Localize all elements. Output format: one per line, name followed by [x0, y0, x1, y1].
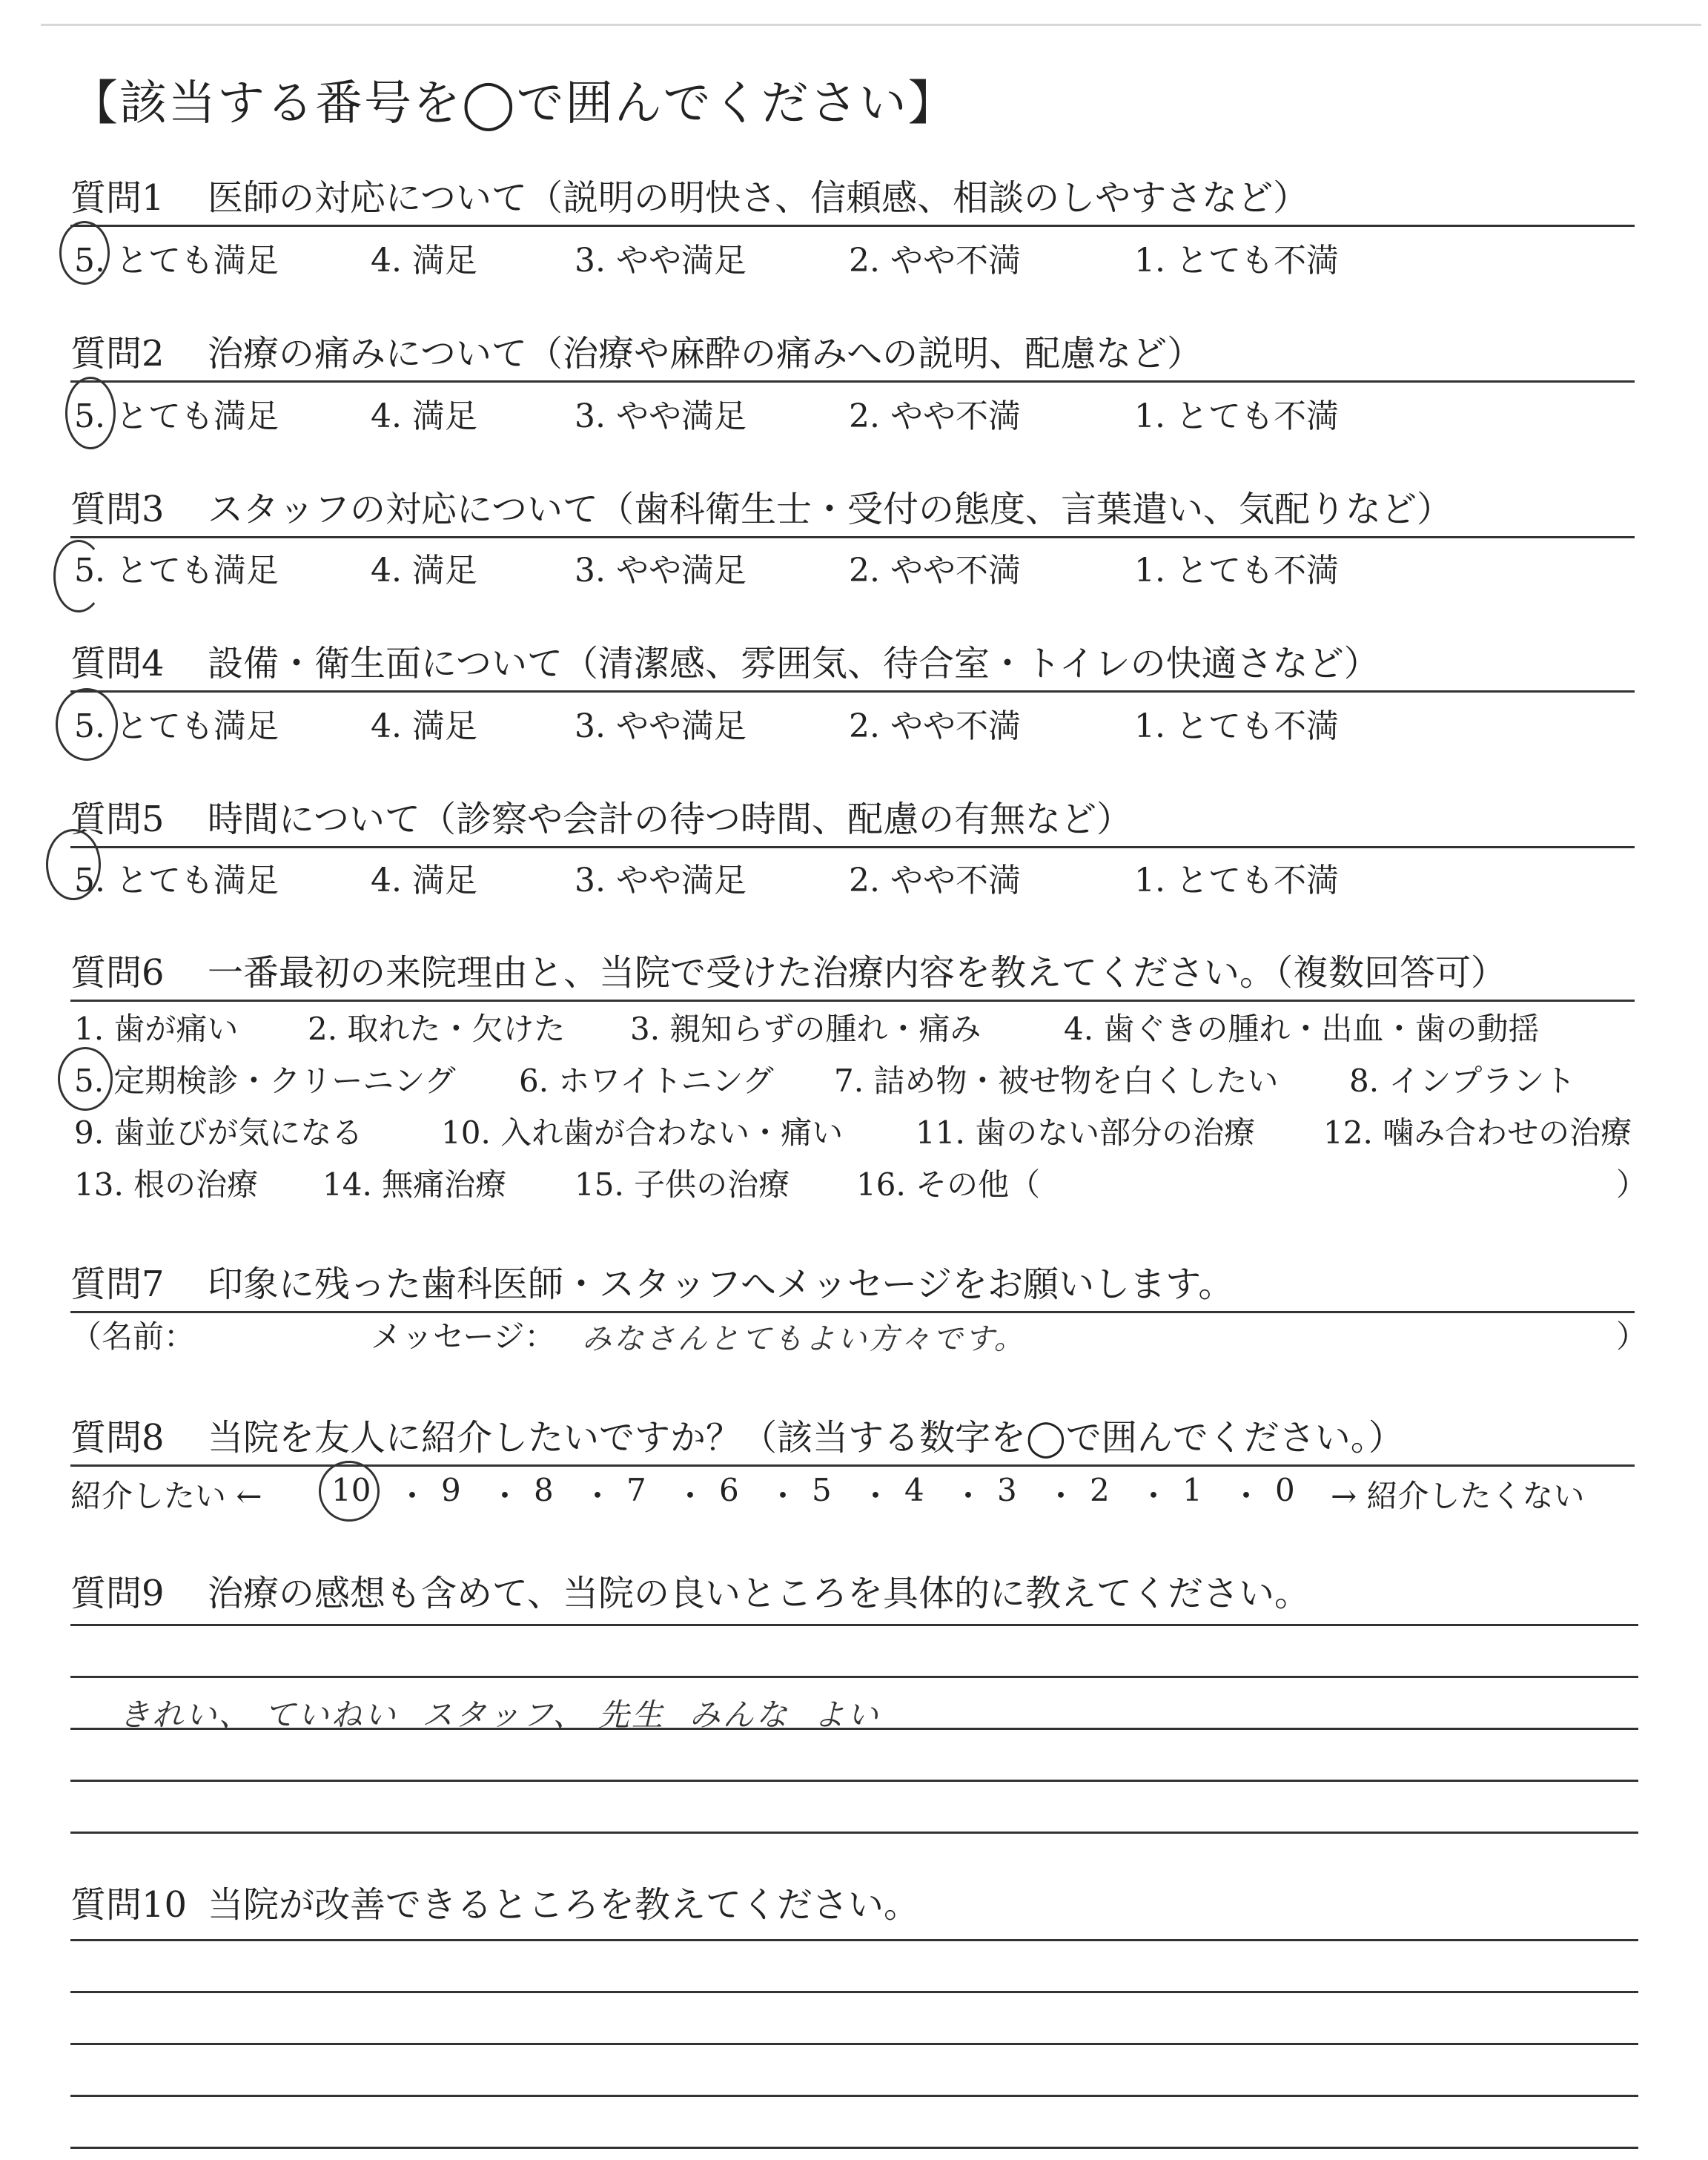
q6-item-14[interactable]: 14. 無痛治療	[322, 1166, 507, 1203]
scale-dot: ・	[489, 1478, 521, 1514]
scale-value-6[interactable]: 6	[719, 1472, 739, 1508]
question-1	[70, 169, 1635, 227]
q4-option-5[interactable]: 5. とても満足	[74, 707, 279, 745]
question-text: 治療の感想も含めて、当院の良いところを具体的に教えてください。	[208, 1573, 1311, 1614]
q6-item-10[interactable]: 10. 入れ歯が合わない・痛い	[441, 1114, 844, 1151]
question-2	[70, 325, 1635, 383]
scale-value-8[interactable]: 8	[534, 1472, 554, 1508]
q6-item-4[interactable]: 4. 歯ぐきの腫れ・出血・歯の動揺	[1064, 1011, 1540, 1047]
q4-option-1[interactable]: 1. とても不満	[1134, 707, 1339, 745]
q5-option-3[interactable]: 3. やや満足	[575, 862, 747, 899]
selection-circle	[53, 540, 104, 612]
q4-option-2[interactable]: 2. やや不満	[849, 707, 1021, 745]
question-4	[70, 635, 1635, 693]
question-5	[70, 790, 1635, 848]
writing-line	[70, 1728, 1638, 1730]
question-number: 質問2	[70, 333, 165, 374]
q6-item-9[interactable]: 9. 歯並びが気になる	[74, 1114, 363, 1151]
question-3	[70, 480, 1635, 538]
question-text: 一番最初の来院理由と、当院で受けた治療内容を教えてください。（複数回答可）	[208, 952, 1507, 994]
name-label: （名前：	[70, 1318, 196, 1355]
scale-dot: ・	[582, 1478, 614, 1514]
writing-line	[70, 2095, 1638, 2097]
scale-dot: ・	[1045, 1478, 1077, 1514]
q6-item-5[interactable]: 5. 定期検診・クリーニング	[74, 1063, 456, 1099]
q1-option-1[interactable]: 1. とても不満	[1134, 242, 1339, 280]
scale-value-10[interactable]: 10	[331, 1472, 371, 1508]
q3-option-3[interactable]: 3. やや満足	[575, 552, 747, 589]
q2-option-5[interactable]: 5. とても満足	[74, 397, 279, 435]
question-number: 質問9	[70, 1573, 165, 1614]
top-border	[41, 24, 1701, 26]
scale-dot: ・	[767, 1478, 799, 1514]
q5-option-1[interactable]: 1. とても不満	[1134, 862, 1339, 899]
scale-dot: ・	[675, 1478, 706, 1514]
q6-item-2[interactable]: 2. 取れた・欠けた	[308, 1011, 566, 1047]
scale-left-label: 紹介したい ←	[70, 1478, 262, 1514]
question-number: 質問6	[70, 952, 165, 994]
q2-option-1[interactable]: 1. とても不満	[1134, 397, 1339, 435]
scale-dot: ・	[860, 1478, 892, 1514]
question-7	[70, 1255, 1635, 1313]
writing-line	[70, 1832, 1638, 1834]
scale-value-1[interactable]: 1	[1182, 1472, 1202, 1508]
question-text: 時間について（診察や会計の待つ時間、配慮の有無など）	[208, 799, 1133, 840]
selection-circle	[65, 377, 116, 449]
close-paren: ）	[1616, 1318, 1648, 1355]
question-number: 質問5	[70, 799, 165, 840]
question-text: スタッフの対応について（歯科衛生士・受付の態度、言葉遣い、気配りなど）	[208, 489, 1453, 530]
question-text: 治療の痛みについて（治療や麻酔の痛みへの説明、配慮など）	[208, 333, 1203, 374]
question-text: 医師の対応について（説明の明快さ、信頼感、相談のしやすさなど）	[208, 177, 1309, 219]
q3-option-4[interactable]: 4. 満足	[371, 552, 477, 589]
q3-option-5[interactable]: 5. とても満足	[74, 552, 279, 589]
question-number: 質問8	[70, 1417, 165, 1459]
selection-circle	[319, 1461, 380, 1522]
q6-item-1[interactable]: 1. 歯が痛い	[74, 1011, 239, 1047]
q6-item-11[interactable]: 11. 歯のない部分の治療	[916, 1114, 1256, 1151]
q6-item-6[interactable]: 6. ホワイトニング	[519, 1063, 774, 1099]
scale-dot: ・	[1138, 1478, 1170, 1514]
q1-option-2[interactable]: 2. やや不満	[849, 242, 1021, 280]
message-label: メッセージ：	[371, 1318, 556, 1355]
scale-dot: ・	[397, 1478, 428, 1514]
q6-item-7[interactable]: 7. 詰め物・被せ物を白くしたい	[834, 1063, 1279, 1099]
scale-dot: ・	[1231, 1478, 1262, 1514]
q3-option-1[interactable]: 1. とても不満	[1134, 552, 1339, 589]
question-10	[70, 1876, 1635, 1932]
q4-option-3[interactable]: 3. やや満足	[575, 707, 747, 745]
q5-option-2[interactable]: 2. やや不満	[849, 862, 1021, 899]
q4-option-4[interactable]: 4. 満足	[371, 707, 477, 745]
question-number: 質問10	[70, 1884, 188, 1926]
close-paren: ）	[1616, 1166, 1648, 1203]
selection-circle	[58, 1047, 113, 1111]
q6-item-12[interactable]: 12. 噛み合わせの治療	[1323, 1114, 1632, 1151]
question-text: 印象に残った歯科医師・スタッフへメッセージをお願いします。	[208, 1264, 1234, 1305]
scale-right-label: → 紹介したくない	[1331, 1478, 1585, 1514]
handwritten-message: みなさんとてもよい方々です。	[582, 1322, 1026, 1356]
q6-item-3[interactable]: 3. 親知らずの腫れ・痛み	[630, 1011, 982, 1047]
scale-dot: ・	[953, 1478, 984, 1514]
scale-value-9[interactable]: 9	[441, 1472, 461, 1508]
q1-option-4[interactable]: 4. 満足	[371, 242, 477, 280]
writing-line	[70, 1676, 1638, 1678]
scale-value-3[interactable]: 3	[997, 1472, 1017, 1508]
question-number: 質問3	[70, 489, 165, 530]
q2-option-2[interactable]: 2. やや不満	[849, 397, 1021, 435]
question-8	[70, 1409, 1635, 1467]
q5-option-4[interactable]: 4. 満足	[371, 862, 477, 899]
question-number: 質問7	[70, 1264, 165, 1305]
page-title: 【該当する番号を◯で囲んでください】	[70, 76, 957, 131]
question-9	[70, 1565, 1635, 1620]
question-number: 質問1	[70, 177, 165, 219]
writing-line	[70, 1780, 1638, 1782]
scale-value-0[interactable]: 0	[1275, 1472, 1295, 1508]
question-6	[70, 944, 1635, 1002]
question-number: 質問4	[70, 643, 165, 684]
scale-value-5[interactable]: 5	[812, 1472, 832, 1508]
writing-line	[70, 2147, 1638, 2149]
selection-circle	[59, 221, 110, 285]
scale-value-2[interactable]: 2	[1090, 1472, 1110, 1508]
q1-option-3[interactable]: 3. やや満足	[575, 242, 747, 280]
q2-option-3[interactable]: 3. やや満足	[575, 397, 747, 435]
q1-option-5[interactable]: 5. とても満足	[74, 242, 279, 280]
selection-circle	[56, 688, 118, 761]
question-text: 当院を友人に紹介したいですか？（該当する数字を◯で囲んでください。）	[208, 1417, 1404, 1459]
q5-option-5[interactable]: 5. とても満足	[74, 862, 279, 899]
writing-line	[70, 1991, 1638, 1993]
writing-line	[70, 1939, 1638, 1941]
writing-line	[70, 1624, 1638, 1626]
scale-value-4[interactable]: 4	[904, 1472, 924, 1508]
q3-option-2[interactable]: 2. やや不満	[849, 552, 1021, 589]
scale-value-7[interactable]: 7	[626, 1472, 646, 1508]
q6-item-16[interactable]: 16. その他（	[856, 1166, 1041, 1203]
q6-item-8[interactable]: 8. インプラント	[1349, 1063, 1576, 1099]
question-text: 設備・衛生面について（清潔感、雰囲気、待合室・トイレの快適さなど）	[208, 643, 1380, 684]
q6-item-15[interactable]: 15. 子供の治療	[575, 1166, 790, 1203]
selection-circle	[46, 829, 101, 900]
q6-item-13[interactable]: 13. 根の治療	[74, 1166, 259, 1203]
q2-option-4[interactable]: 4. 満足	[371, 397, 477, 435]
writing-line	[70, 2043, 1638, 2045]
handwritten-answer: きれい、 ていねい スタッフ、 先生 みんな よい	[119, 1697, 881, 1733]
question-text: 当院が改善できるところを教えてください。	[208, 1884, 920, 1926]
